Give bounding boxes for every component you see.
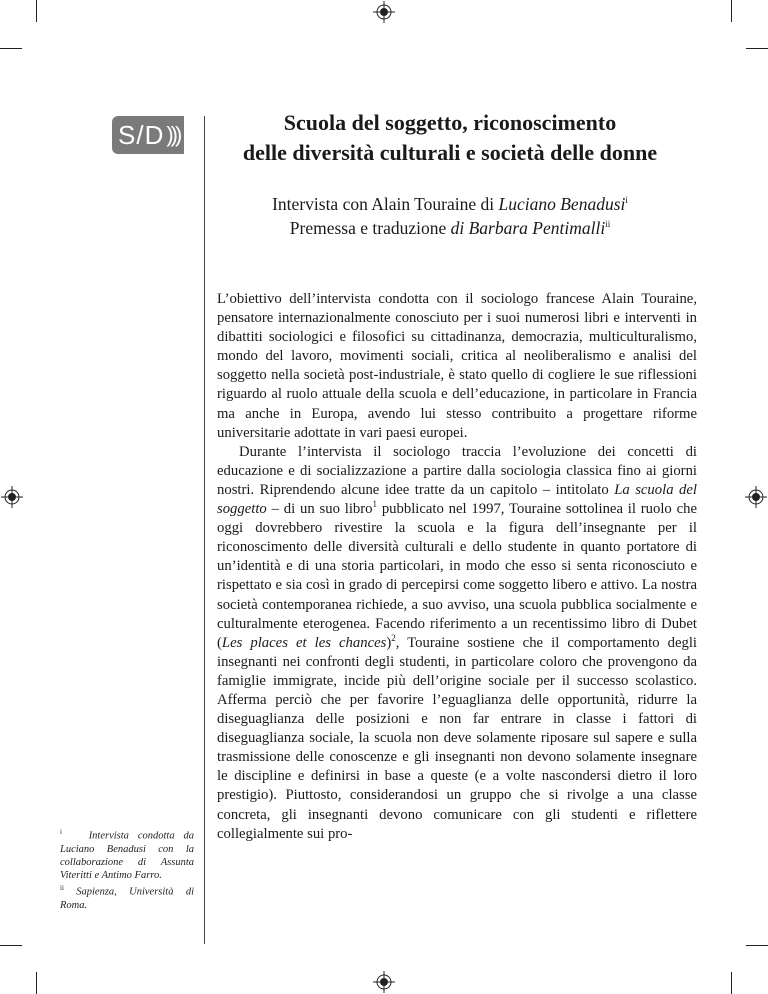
journal-logo bbox=[112, 116, 184, 154]
footnote-ref: 1 bbox=[372, 499, 378, 510]
paragraph: Durante l’intervista il sociologo traccia l’evoluzione dei concetti di educazione e di socializzazione a partire dalla sociologia classica fino ai giorni nostri. Riprendendo alcune idee tratte da un capitolo – intitolato La scuola del soggetto – di un suo libro$^1$ pubblicato nel 1997, Touraine sottolinea il ruolo che oggi dovrebbero rivestire la scuola e la figura dell’insegnante per il riconoscimento delle diversità culturali e dello studente in quanto portatore di un’identità e di una storia particolari, in modo che esso si senta riconosciuto e rispettato e sia così in grado di percepirsi come soggetto libero e attivo. La nostra società contemporanea richiede, a suo avviso, una scuola pubblica socialmente e culturalmente eterogenea. Facendo riferimento a un recentissimo libro di Dubet (Les places et les chances)$^2$, Touraine sostiene che il comportamento degli insegnanti nei confronti degli studenti, in particolare coloro che provengono da famiglie immigrate, incide più dell’origine sociale per il successo scolastico. Afferma perciò che per favorire l’eguaglianza delle opportunità, ridurre la diseguaglianza delle posizioni e non far entrare in classe i fattori di diseguaglianza sociale, la scuola non deve solamente riposare sul sapere e sulla trasmissione delle conoscenze e gli insegnanti non devono solamente insegnare le discipline e definirsi in base a queste (e a volte nascondersi dietro il loro prestigio). Piuttosto, considerandosi un gruppo che si rivolge a una classe concreta, gli insegnanti devono comunicare con gli studenti e riflettere collegialmente sui pro- bbox=[217, 443, 697, 842]
vertical-divider bbox=[204, 116, 205, 944]
crop-mark bbox=[0, 945, 22, 946]
translator-name: di Barbara Pentimalli bbox=[450, 218, 606, 238]
registration-mark-icon bbox=[373, 1, 395, 23]
logo-text: S/D bbox=[118, 119, 165, 150]
crop-mark bbox=[36, 972, 37, 994]
footnote-mark: i bbox=[625, 195, 628, 206]
crop-mark bbox=[731, 972, 732, 994]
byline-translation bbox=[200, 216, 700, 240]
registration-mark-icon bbox=[1, 486, 23, 508]
registration-mark-icon bbox=[373, 971, 395, 993]
crop-mark bbox=[731, 0, 732, 22]
title-line: delle diversità culturali e società delle donne bbox=[242, 140, 658, 165]
registration-mark-icon bbox=[745, 486, 767, 508]
paragraph: L’obiettivo dell’intervista condotta con il sociologo francese Alain Touraine, pensatore internazionalmente conosciuto per i suoi numerosi libri e interventi in dibattiti sociologici e filosofici su cittadinanza, democrazia, multiculturalismo, mondo del lavoro, movimenti sociali, critica al neoliberalismo e analisi del soggetto nella società post-industriale, è stato quello di cogliere le sue riflessioni riguardo al ruolo attuale della scuola e dell’educazione, in particolare in Francia ma anche in Europa, avendo lui stesso contribuito a progettare riforme universitarie adottate in vari paesi europei. bbox=[217, 291, 697, 441]
byline-prefix: Intervista con Alain Touraine di bbox=[272, 194, 499, 214]
logo-waves-icon: ))) bbox=[166, 122, 180, 147]
crop-mark bbox=[0, 48, 22, 49]
byline bbox=[200, 192, 700, 240]
footnote-mark: ii bbox=[605, 219, 611, 230]
crop-mark bbox=[36, 0, 37, 22]
article-body bbox=[217, 290, 697, 844]
footnote-ref: 2 bbox=[391, 632, 396, 643]
italic-title: Les places et les chances bbox=[221, 634, 387, 651]
footnote: $^{ii}$ Sapienza, Università di Roma. bbox=[60, 884, 194, 912]
footnote: $^i$ Intervista condotta da Luciano Benadusi con la collaborazione di Assunta Viteritti e Antimo Farro. bbox=[60, 828, 194, 882]
italic-title: La scuola del soggetto bbox=[217, 481, 697, 518]
article-title bbox=[200, 108, 700, 168]
title-line: Scuola del soggetto, riconoscimento bbox=[283, 110, 617, 135]
author-name: Luciano Benadusi bbox=[498, 194, 626, 214]
crop-mark bbox=[746, 945, 768, 946]
crop-mark bbox=[746, 48, 768, 49]
side-footnotes bbox=[60, 826, 194, 912]
byline-interview bbox=[200, 192, 700, 216]
byline-prefix: Premessa e traduzione bbox=[289, 218, 451, 238]
